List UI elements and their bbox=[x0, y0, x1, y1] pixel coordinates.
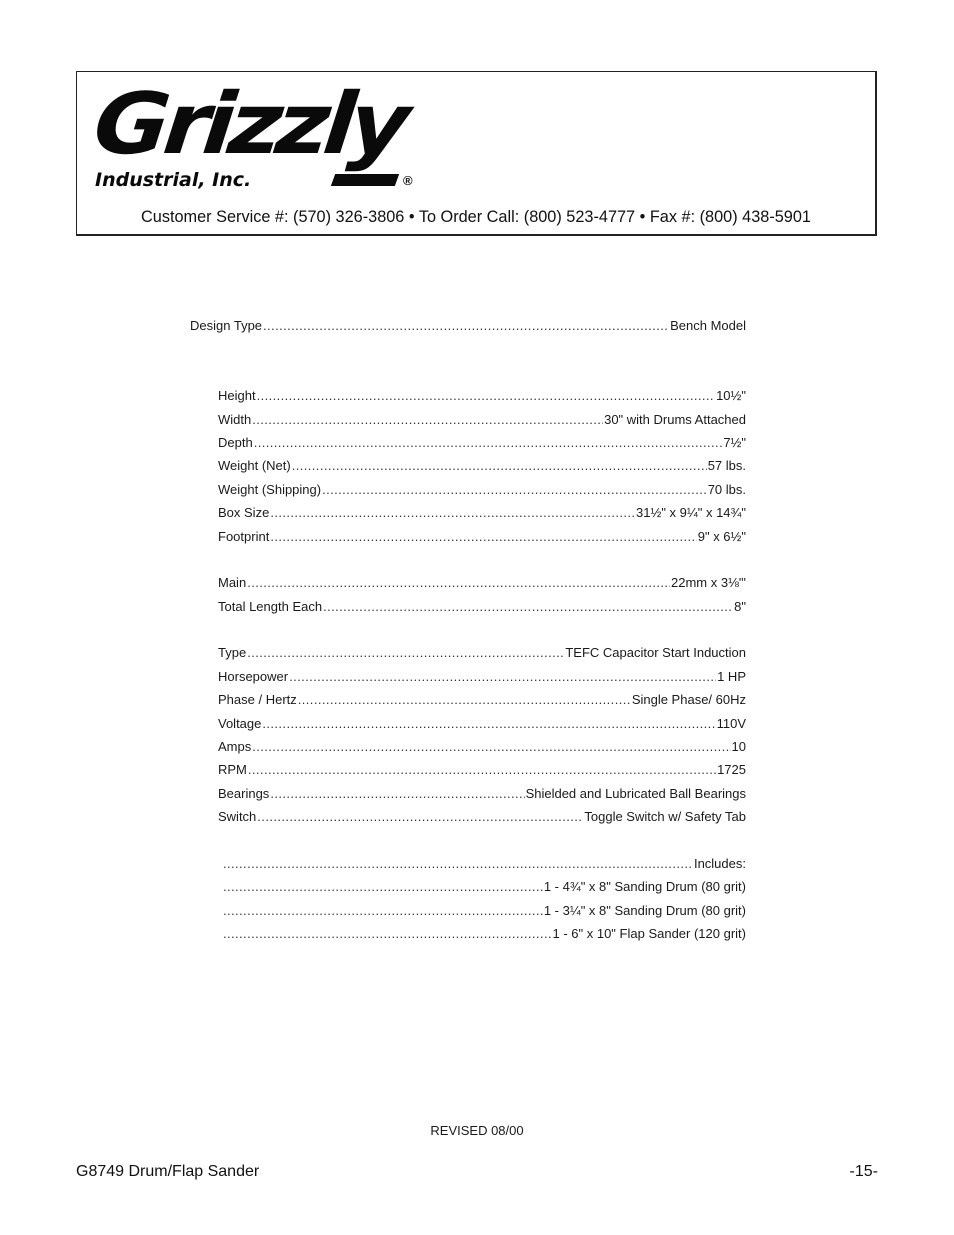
leader-dots bbox=[257, 809, 583, 825]
leader-dots bbox=[257, 388, 716, 404]
spec-label: Phase / Hertz bbox=[218, 692, 297, 707]
spec-row-bearings bbox=[218, 786, 746, 802]
header-box bbox=[76, 71, 877, 236]
leader-dots bbox=[223, 926, 552, 942]
leader-dots bbox=[254, 435, 723, 451]
leader-dots bbox=[262, 716, 715, 732]
footer-model: G8749 Drum/Flap Sander bbox=[76, 1163, 260, 1180]
leader-dots bbox=[223, 879, 543, 895]
spec-value: 10½" bbox=[716, 388, 746, 403]
spec-row-amps bbox=[218, 739, 746, 755]
spec-row-switch bbox=[218, 809, 746, 825]
spec-value: Single Phase/ 60Hz bbox=[631, 692, 746, 707]
spec-value: 70 lbs. bbox=[707, 482, 746, 497]
spec-row-rpm bbox=[218, 762, 746, 778]
spec-label: RPM bbox=[218, 762, 247, 777]
spec-value: 30" with Drums Attached bbox=[604, 412, 746, 427]
spec-label: Main bbox=[218, 575, 247, 590]
spec-label: Amps bbox=[218, 739, 252, 754]
spec-row-main bbox=[218, 575, 746, 591]
leader-dots bbox=[270, 786, 524, 802]
spec-row-design-type bbox=[190, 318, 746, 334]
spec-row-weight-shipping bbox=[218, 482, 746, 498]
leader-dots bbox=[270, 505, 635, 521]
spec-row-width bbox=[218, 412, 746, 428]
contact-line: Customer Service #: (570) 326-3806 • To Order Call: (800) 523-4777 • Fax #: (800) 438-5901 bbox=[141, 208, 811, 226]
spec-row-weight-net bbox=[218, 458, 746, 474]
leader-dots bbox=[298, 692, 631, 708]
registered-mark: ® bbox=[403, 173, 413, 188]
spec-row-drum-large bbox=[222, 879, 746, 895]
revision-note: REVISED 08/00 bbox=[430, 1123, 524, 1138]
spec-label: Depth bbox=[218, 435, 253, 450]
spec-value: 1 - 3¼" x 8" Sanding Drum (80 grit) bbox=[543, 903, 746, 918]
spec-label: Weight (Net) bbox=[218, 458, 291, 473]
spec-row-voltage bbox=[218, 716, 746, 732]
spec-label: Weight (Shipping) bbox=[218, 482, 322, 497]
spec-value: 10 bbox=[731, 739, 746, 754]
leader-dots bbox=[322, 482, 707, 498]
spec-value: 57 lbs. bbox=[707, 458, 746, 473]
spec-label: Voltage bbox=[218, 716, 262, 731]
logo-bar bbox=[331, 174, 399, 186]
spec-row-horsepower bbox=[218, 669, 746, 685]
spec-label: Footprint bbox=[218, 529, 270, 544]
leader-dots bbox=[323, 599, 733, 615]
leader-dots bbox=[223, 856, 693, 872]
leader-dots bbox=[248, 762, 716, 778]
spec-row-height bbox=[218, 388, 746, 404]
leader-dots bbox=[252, 412, 603, 428]
leader-dots bbox=[289, 669, 716, 685]
spec-value: 9" x 6½" bbox=[697, 529, 746, 544]
spec-value: Shielded and Lubricated Ball Bearings bbox=[525, 786, 746, 801]
spec-value: 31½" x 9¼" x 14¾" bbox=[636, 505, 746, 520]
spec-value: 1 - 4¾" x 8" Sanding Drum (80 grit) bbox=[543, 879, 746, 894]
spec-value: 110V bbox=[716, 716, 746, 731]
leader-dots bbox=[252, 739, 730, 755]
spec-label: Total Length Each bbox=[218, 599, 323, 614]
leader-dots bbox=[223, 903, 543, 919]
grizzly-logo bbox=[89, 74, 415, 194]
spec-value: Toggle Switch w/ Safety Tab bbox=[584, 809, 746, 824]
spec-label: Type bbox=[218, 645, 247, 660]
spec-row-flap-sander bbox=[222, 926, 746, 942]
leader-dots bbox=[263, 318, 669, 334]
spec-label: Switch bbox=[218, 809, 257, 824]
spec-label: Bearings bbox=[218, 786, 270, 801]
logo-wordmark: Grizzly bbox=[89, 74, 409, 174]
page-number: -15- bbox=[849, 1163, 878, 1180]
spec-value: Bench Model bbox=[670, 318, 746, 333]
spec-row-phase-hertz bbox=[218, 692, 746, 708]
logo-subtitle: Industrial, Inc. bbox=[95, 169, 252, 191]
spec-row-box-size bbox=[218, 505, 746, 521]
leader-dots bbox=[292, 458, 707, 474]
spec-value: 8" bbox=[734, 599, 746, 614]
spec-label: Design Type bbox=[190, 318, 263, 333]
leader-dots bbox=[270, 529, 696, 545]
spec-value: 22mm x 3⅛"' bbox=[670, 575, 746, 590]
spec-row-includes bbox=[222, 856, 746, 872]
leader-dots bbox=[247, 645, 564, 661]
spec-value: 1 HP bbox=[717, 669, 746, 684]
spec-label: Height bbox=[218, 388, 256, 403]
spec-row-motor-type bbox=[218, 645, 746, 661]
spec-value: 7½" bbox=[723, 435, 746, 450]
spec-row-footprint bbox=[218, 529, 746, 545]
spec-row-depth bbox=[218, 435, 746, 451]
spec-value: 1 - 6" x 10" Flap Sander (120 grit) bbox=[552, 926, 746, 941]
spec-value: 1725 bbox=[717, 762, 746, 777]
spec-label: Horsepower bbox=[218, 669, 289, 684]
spec-row-drum-small bbox=[222, 903, 746, 919]
spec-row-total-length bbox=[218, 599, 746, 615]
spec-label: Width bbox=[218, 412, 252, 427]
spec-value: Includes: bbox=[693, 856, 746, 871]
spec-label: Box Size bbox=[218, 505, 270, 520]
spec-value: TEFC Capacitor Start Induction bbox=[565, 645, 746, 660]
leader-dots bbox=[247, 575, 670, 591]
